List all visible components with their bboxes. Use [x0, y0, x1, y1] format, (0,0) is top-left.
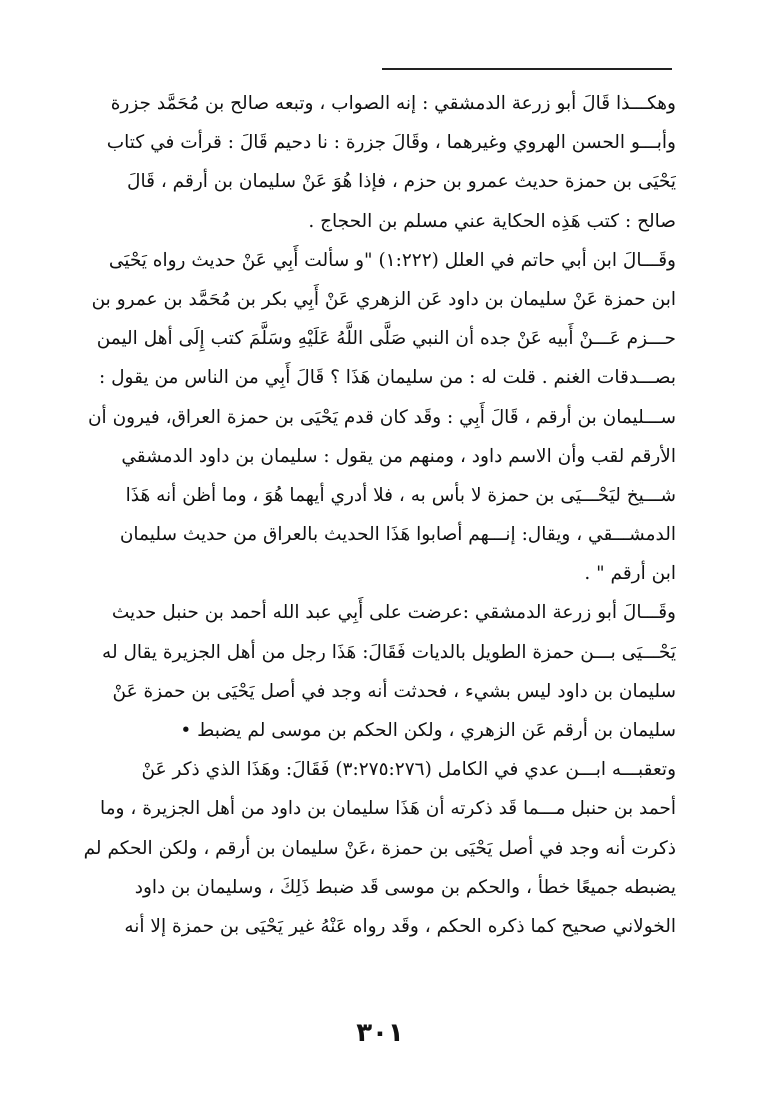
- text-line: أحمد بن حنبل مـــما قَد ذكرته أن هَذَا سليمان بن داود من أهل الجزيرة ، وما: [100, 798, 676, 820]
- text-line: سليمان بن داود ليس بشيء ، فحدثت أنه وجد في أصل يَحْيَى بن حمزة عَنْ: [112, 680, 676, 702]
- text-line: وتعقبـــه ابـــن عدي في الكامل (٣:٢٧٥:٢٧٦) فَقَالَ: وهَذَا الذي ذكر عَنْ: [141, 759, 676, 781]
- text-line: شـــيخ ليَحْـــيَى بن حمزة لا بأس به ، فلا أدري أيهما هُوَ ، وما أظن أنه هَذَا: [125, 484, 676, 506]
- text-line: الأرقم لقب وأن الاسم داود ، ومنهم من يقول : سليمان بن داود الدمشقي: [121, 445, 676, 467]
- text-line: يَحْيَى بن حمزة حديث عمرو بن حزم ، فإذا هُوَ عَنْ سليمان بن أرقم ، قَالَ: [127, 171, 676, 193]
- text-line: بصـــدقات الغنم . قلت له : من سليمان هَذَا ؟ قَالَ أَبِي من الناس من يقول :: [98, 367, 676, 389]
- text-line: حـــزم عَـــنْ أَبيه عَنْ جده أن النبي صَلَّى اللَّهُ عَلَيْهِ وسَلَّمَ كتب إِلَى أهل اليمن: [96, 328, 676, 350]
- text-line: ابن أرقم " .: [584, 563, 676, 585]
- text-line: سليمان بن أرقم عَن الزهري ، ولكن الحكم بن موسى لم يضبط •: [180, 720, 676, 741]
- text-line: صالح : كتب هَذِه الحكاية عني مسلم بن الحجاج .: [308, 210, 676, 232]
- text-line: ذكرت أنه وجد في أصل يَحْيَى بن حمزة ،عَنْ سليمان بن أرقم ، ولكن الحكم لم: [83, 837, 676, 859]
- body-text: [82, 84, 676, 946]
- top-divider: [382, 68, 672, 70]
- text-line: يَحْـــيَى بـــن حمزة الطويل بالديات فَقَالَ: هَذَا رجل من أهل الجزيرة يقال له: [102, 641, 676, 663]
- text-line: ابن حمزة عَنْ سليمان بن داود عَن الزهري عَنْ أَبِي بكر بن مُحَمَّد بن عمرو بن: [91, 288, 676, 310]
- page-number: ٣٠١: [356, 1018, 404, 1048]
- text-line: وهكـــذا قَالَ أبو زرعة الدمشقي : إنه الصواب ، وتبعه صالح بن مُحَمَّد جزرة: [110, 93, 676, 114]
- text-line: وقَـــالَ أبو زرعة الدمشقي :عرضت على أَبِي عبد الله أحمد بن حنبل حديث: [111, 602, 676, 624]
- text-line: يضبطه جميعًا خطأ ، والحكم بن موسى قَد ضبط ذَلِكَ ، وسليمان بن داود: [134, 876, 676, 898]
- text-line: وقَـــالَ ابن أبي حاتم في العلل (١:٢٢٢) "و سألت أَبِي عَنْ حديث رواه يَحْيَى: [108, 249, 676, 271]
- text-line: الخولاني صحيح كما ذكره الحكم ، وقَد رواه عَنْهُ غير يَحْيَى بن حمزة إلا أنه: [124, 915, 676, 937]
- text-line: ســـليمان بن أرقم ، قَالَ أَبِي : وقَد كان قدم يَحْيَى بن حمزة العراق، فيرون أن: [87, 406, 676, 428]
- text-line: وأبـــو الحسن الهروي وغيرهما ، وقَالَ جزرة : نا دحيم قَالَ : قرأت في كتاب: [106, 132, 676, 154]
- text-line: الدمشـــقي ، ويقال: إنـــهم أصابوا هَذَا الحديث بالعراق من حديث سليمان: [119, 524, 676, 546]
